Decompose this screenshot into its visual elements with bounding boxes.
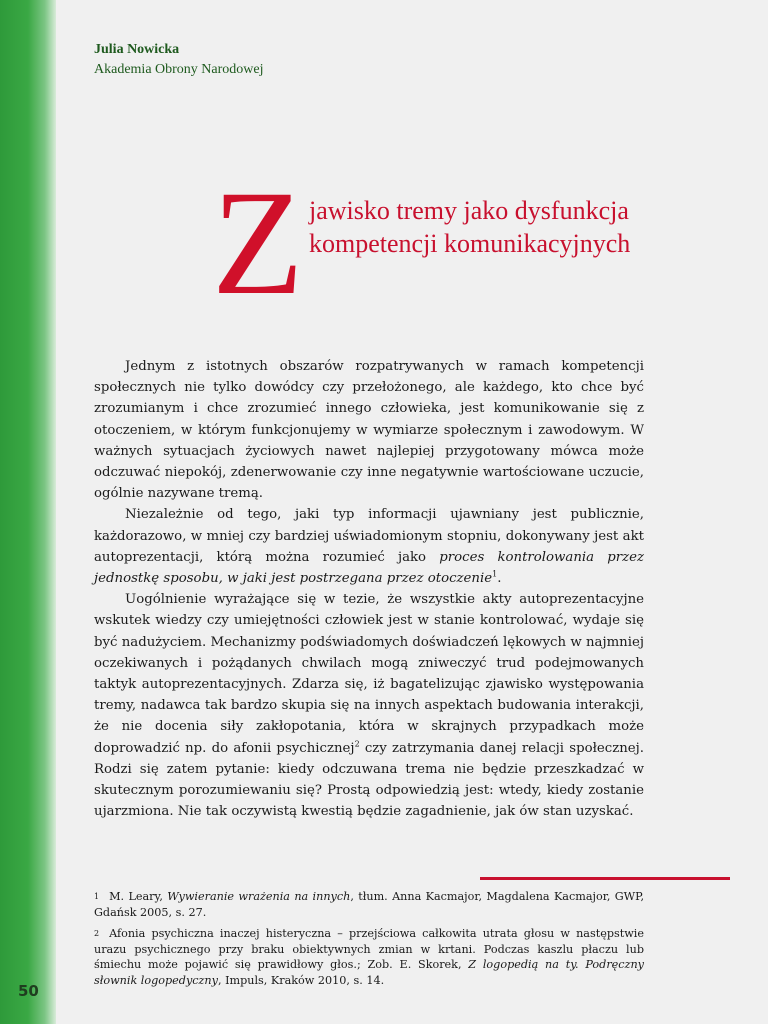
footnote-2-text: Afonia psychiczna inaczej histeryczna – przejściowa całkowita utrata głosu w następstwie urazu psychicznego przy braku obiektywnych zmian w krtani. Podczas kaszlu płaczu lub śmiechu może pojawić się prawidłowy głos.; Zob. E. Skorek,: [94, 927, 644, 972]
paragraph-2-text: Niezależnie od tego, jaki typ informacji ujawniany jest publicznie, każdorazowo, w mniej czy bardziej uświadomionym stopniu, dokonywany jest akt autoprezentacji, którą można rozumieć jako: [94, 507, 644, 565]
footnote-2-title: Z logopedią na ty. Podręczny słownik logopedyczny: [94, 958, 644, 987]
green-sidebar: [0, 0, 56, 1024]
footnote-2-number: 2: [94, 929, 100, 939]
footnote-1-source: , tłum. Anna Kacmajor, Magdalena Kacmajor, GWP, Gdańsk 2005, s. 27.: [94, 890, 644, 919]
page-number: 50: [18, 982, 39, 1000]
article-body: [94, 356, 644, 822]
footnote-1-text: M. Leary,: [109, 890, 168, 903]
footnote-divider: [480, 877, 730, 880]
author-name: Julia Nowicka: [94, 42, 180, 57]
paragraph-3-text-b: czy zatrzymania danej relacji społecznej. Rodzi się zatem pytanie: kiedy odczuwana trema nie będzie przeszkadzać w skutecznym porozumiewaniu się? Prostą odpowiedzią jest: wtedy, kiedy zostanie ujarzmiona. Nie tak oczywistą kwestią będzie zagadnienie, jak ów stan uzyskać.: [94, 740, 644, 820]
paragraph-2-quote: proces kontrolowania przez jednostkę sposobu, w jaki jest postrzegana przez otoczenie: [94, 549, 645, 587]
paragraph-3: [94, 589, 644, 822]
paragraph-2: [94, 504, 644, 589]
footnotes: [94, 889, 644, 989]
title-dropcap: Z: [212, 160, 304, 326]
author-affiliation: Akademia Obrony Narodowej: [94, 62, 264, 77]
footnote-2-source: , Impuls, Kraków 2010, s. 14.: [217, 973, 385, 987]
paragraph-2-end: .: [497, 571, 502, 587]
title-line-1: jawisko tremy jako dysfunkcja: [309, 196, 629, 225]
footnote-1-number: 1: [94, 892, 100, 901]
footnote-ref-2[interactable]: 2: [354, 739, 360, 749]
paragraph-1: Jednym z istotnych obszarów rozpatrywanych w ramach kompetencji społecznych nie tylko dowódcy czy przełożonego, ale każdego, kto chce być zrozumianym i chce zrozumieć innego człowieka, jest komunikowanie się z otoczeniem, w którym funkcjonujemy w wymiarze społecznym i zawodowym. W ważnych sytuacjach życiowych nawet najlepiej przygotowany mówca może odczuwać niepokój, zdenerwowanie czy inne negatywnie wartościowane uczucie, ogólnie nazywane tremą.: [94, 359, 644, 502]
article-title: [309, 194, 630, 260]
author-block: [94, 41, 264, 80]
paragraph-3-text-a: Uogólnienie wyrażające się w tezie, że wszystkie akty autoprezentacyjne wskutek wiedzy czy umiejętności człowiek jest w stanie kontrolować, wydaje się być nadużyciem. Mechanizmy podświadomych doświadczeń lękowych w najmniej oczekiwanych i pożądanych chwilach mogą zniweczyć trud podejmowanych taktyk autoprezentacyjnych. Zdarza się, iż bagatelizując zjawisko występowania tremy, nadawca tak bardzo skupia się na innych aspektach budowania interakcji, że nie docenia siły zakłopotania, która w skrajnych przypadkach może doprowadzić np. do afonii psychicznej: [94, 592, 644, 756]
footnote-1-title: Wywieranie wrażenia na innych: [167, 890, 351, 903]
footnote-ref-1[interactable]: 1: [492, 569, 498, 579]
footnote-1: [94, 889, 644, 920]
title-line-2: kompetencji komunikacyjnych: [309, 229, 631, 258]
footnote-2: [94, 926, 644, 988]
